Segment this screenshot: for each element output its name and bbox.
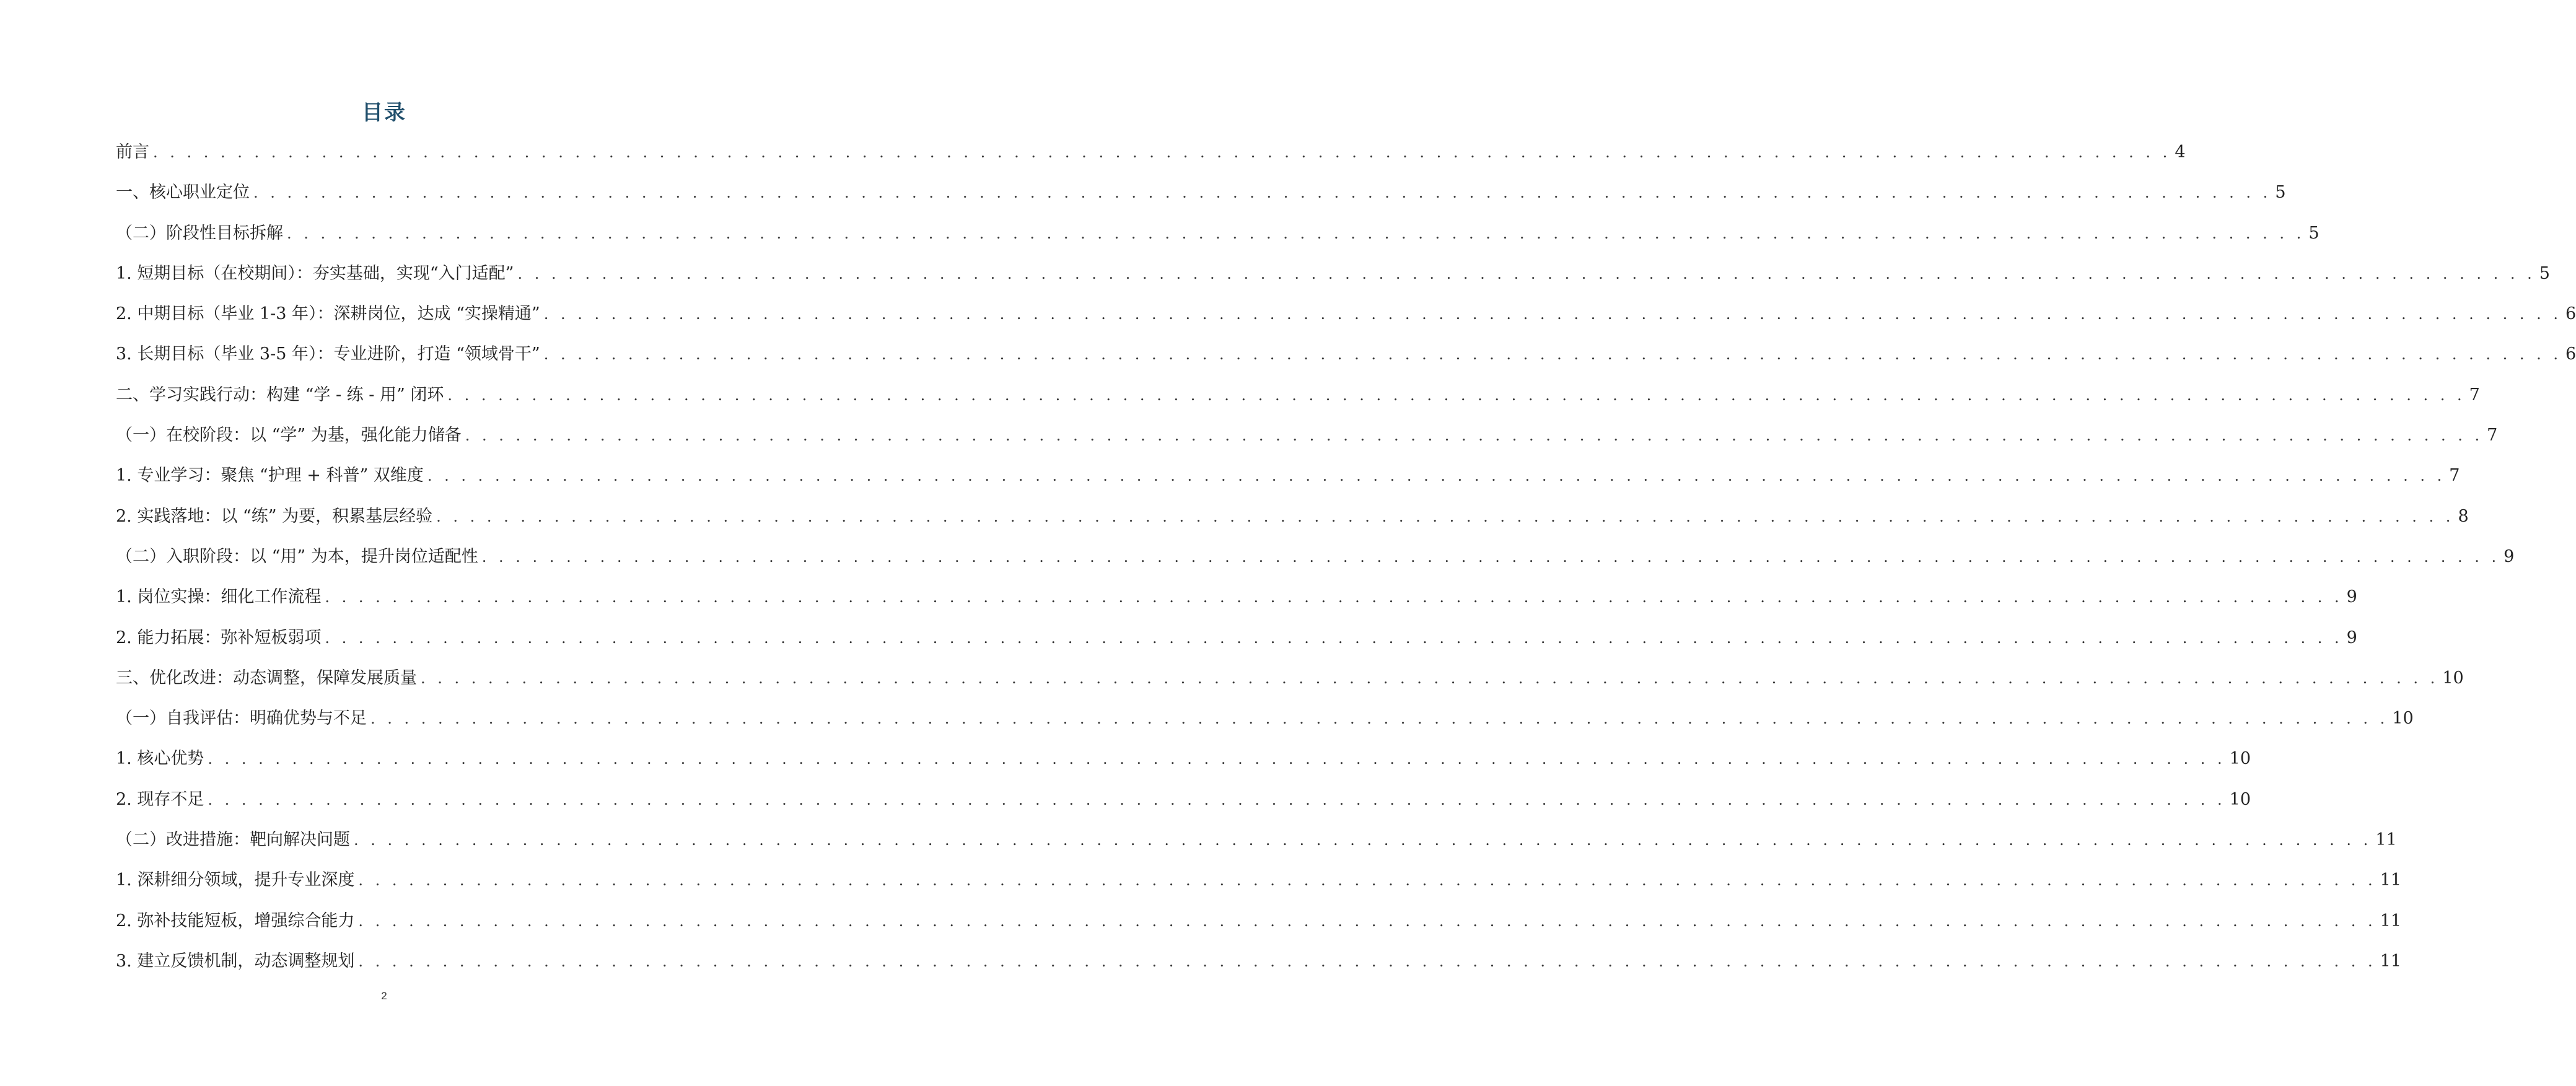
toc-entry[interactable]: [116, 868, 2402, 908]
toc-dot-leader: . . . . . . . . . . . . . . . . . . . . . . . . . . . . . . . . . . . . . . . . . . . . . . . . . . . . . . . . . . . . . . . . . . . . . . . . . . . . . . . . . . . . . . . . . . . . . . . . . . . . . . . . . . . . . . . . . . . . . . . .: [358, 912, 2377, 930]
toc-entry-page: 11: [2375, 830, 2397, 850]
toc-entry-title: 2. 能力拓展：弥补短板弱项: [116, 628, 322, 647]
toc-entry-page: 6: [2565, 304, 2576, 324]
toc-entry-page: 5: [2308, 223, 2320, 243]
toc-entry[interactable]: [116, 585, 2357, 625]
toc-entry-title: （一）在校阶段：以 “学” 为基，强化能力储备: [116, 426, 462, 445]
toc-entry[interactable]: [116, 626, 2357, 666]
table-of-contents: [116, 140, 2576, 989]
toc-entry[interactable]: [116, 261, 2550, 302]
toc-entry[interactable]: [116, 787, 2251, 828]
toc-entry[interactable]: [116, 180, 2286, 221]
toc-entry-page: 6: [2565, 344, 2576, 364]
toc-entry-title: 1. 短期目标（在校期间）：夯实基础，实现“入门适配”: [116, 263, 514, 283]
toc-entry-page: 9: [2346, 587, 2357, 607]
toc-dot-leader: . . . . . . . . . . . . . . . . . . . . . . . . . . . . . . . . . . . . . . . . . . . . . . . . . . . . . . . . . . . . . . . . . . . . . . . . . . . . . . . . . . . . . . . . . . . . . . . . . . . . . . . . . . . . . . . . . . . . . . . .: [358, 952, 2377, 970]
toc-dot-leader: . . . . . . . . . . . . . . . . . . . . . . . . . . . . . . . . . . . . . . . . . . . . . . . . . . . . . . . . . . . . . . . . . . . . . . . . . . . . . . . . . . . . . . . . . . . . . . . . . . . . . . . . . . . . . . . . . . . . . . . .: [465, 427, 2484, 445]
toc-entry-title: （二）入职阶段：以 “用” 为本，提升岗位适配性: [116, 546, 478, 566]
toc-dot-leader: . . . . . . . . . . . . . . . . . . . . . . . . . . . . . . . . . . . . . . . . . . . . . . . . . . . . . . . . . . . . . . . . . . . . . . . . . . . . . . . . . . . . . . . . . . . . . . . . . . . . . . . . . . . . . . . . . . . . . . . .: [447, 386, 2466, 404]
toc-entry-title: 2. 中期目标（毕业 1-3 年）：深耕岗位，达成 “实操精通”: [116, 304, 540, 324]
toc-entry-page: 4: [2175, 142, 2186, 162]
toc-dot-leader: . . . . . . . . . . . . . . . . . . . . . . . . . . . . . . . . . . . . . . . . . . . . . . . . . . . . . . . . . . . . . . . . . . . . . . . . . . . . . . . . . . . . . . . . . . . . . . . . . . . . . . . . . . . . . . . . . . . . . . . .: [325, 589, 2343, 606]
toc-entry-title: 前言: [116, 142, 149, 162]
toc-dot-leader: . . . . . . . . . . . . . . . . . . . . . . . . . . . . . . . . . . . . . . . . . . . . . . . . . . . . . . . . . . . . . . . . . . . . . . . . . . . . . . . . . . . . . . . . . . . . . . . . . . . . . . . . . . . . . . . . . . . . . . . .: [481, 548, 2500, 566]
toc-entry-page: 11: [2380, 911, 2402, 931]
toc-dot-leader: . . . . . . . . . . . . . . . . . . . . . . . . . . . . . . . . . . . . . . . . . . . . . . . . . . . . . . . . . . . . . . . . . . . . . . . . . . . . . . . . . . . . . . . . . . . . . . . . . . . . . . . . . . . . . . . . . . . . . . . .: [325, 629, 2343, 647]
toc-entry-page: 8: [2458, 506, 2469, 526]
toc-entry-page: 10: [2392, 709, 2414, 729]
toc-dot-leader: . . . . . . . . . . . . . . . . . . . . . . . . . . . . . . . . . . . . . . . . . . . . . . . . . . . . . . . . . . . . . . . . . . . . . . . . . . . . . . . . . . . . . . . . . . . . . . . . . . . . . . . . . . . . . . . . . . . . . . . .: [208, 790, 2226, 808]
toc-entry-page: 7: [2449, 466, 2460, 486]
toc-entry-title: 2. 现存不足: [116, 789, 204, 809]
toc-dot-leader: . . . . . . . . . . . . . . . . . . . . . . . . . . . . . . . . . . . . . . . . . . . . . . . . . . . . . . . . . . . . . . . . . . . . . . . . . . . . . . . . . . . . . . . . . . . . . . . . . . . . . . . . . . . . . . . . . . . . . . . .: [287, 224, 2305, 242]
page-title: 目录: [362, 100, 406, 125]
toc-dot-leader: . . . . . . . . . . . . . . . . . . . . . . . . . . . . . . . . . . . . . . . . . . . . . . . . . . . . . . . . . . . . . . . . . . . . . . . . . . . . . . . . . . . . . . . . . . . . . . . . . . . . . . . . . . . . . . . . . . . . . . . .: [421, 669, 2439, 687]
toc-entry-page: 7: [2469, 385, 2480, 405]
toc-dot-leader: . . . . . . . . . . . . . . . . . . . . . . . . . . . . . . . . . . . . . . . . . . . . . . . . . . . . . . . . . . . . . . . . . . . . . . . . . . . . . . . . . . . . . . . . . . . . . . . . . . . . . . . . . . . . . . . . . . . . . . . .: [436, 507, 2455, 525]
toc-entry[interactable]: [116, 545, 2515, 585]
toc-entry[interactable]: [116, 302, 2576, 342]
toc-dot-leader: . . . . . . . . . . . . . . . . . . . . . . . . . . . . . . . . . . . . . . . . . . . . . . . . . . . . . . . . . . . . . . . . . . . . . . . . . . . . . . . . . . . . . . . . . . . . . . . . . . . . . . . . . . . . . . . . . . . . . . . .: [253, 184, 2272, 202]
toc-entry[interactable]: [116, 909, 2402, 949]
toc-entry-page: 5: [2275, 183, 2286, 203]
toc-entry[interactable]: [116, 463, 2460, 504]
toc-entry-page: 10: [2229, 789, 2251, 809]
toc-entry[interactable]: [116, 747, 2251, 787]
toc-entry[interactable]: [116, 221, 2320, 261]
toc-entry-page: 7: [2487, 426, 2498, 445]
toc-entry-page: 9: [2504, 546, 2515, 566]
toc-entry-title: 2. 实践落地：以 “练” 为要，积累基层经验: [116, 506, 433, 526]
toc-entry-title: 2. 弥补技能短板，增强综合能力: [116, 911, 355, 931]
toc-entry-title: 1. 深耕细分领域，提升专业深度: [116, 870, 355, 890]
toc-entry-title: 二、学习实践行动：构建 “学 - 练 - 用” 闭环: [116, 385, 444, 405]
toc-entry-page: 9: [2346, 628, 2357, 647]
toc-dot-leader: . . . . . . . . . . . . . . . . . . . . . . . . . . . . . . . . . . . . . . . . . . . . . . . . . . . . . . . . . . . . . . . . . . . . . . . . . . . . . . . . . . . . . . . . . . . . . . . . . . . . . . . . . . . . . . . . . . . . . . . .: [358, 872, 2377, 890]
toc-entry[interactable]: [116, 342, 2576, 382]
toc-entry-title: 3. 长期目标（毕业 3-5 年）：专业进阶，打造 “领域骨干”: [116, 344, 540, 364]
toc-entry[interactable]: [116, 706, 2414, 747]
toc-entry[interactable]: [116, 949, 2402, 989]
toc-dot-leader: . . . . . . . . . . . . . . . . . . . . . . . . . . . . . . . . . . . . . . . . . . . . . . . . . . . . . . . . . . . . . . . . . . . . . . . . . . . . . . . . . . . . . . . . . . . . . . . . . . . . . . . . . . . . . . . . . . . . . . . .: [427, 467, 2446, 485]
toc-entry-title: （二）阶段性目标拆解: [116, 223, 283, 243]
toc-dot-leader: . . . . . . . . . . . . . . . . . . . . . . . . . . . . . . . . . . . . . . . . . . . . . . . . . . . . . . . . . . . . . . . . . . . . . . . . . . . . . . . . . . . . . . . . . . . . . . . . . . . . . . . . . . . . . . . . . . . . . . . .: [370, 710, 2389, 728]
toc-entry[interactable]: [116, 383, 2480, 423]
toc-entry-title: 3. 建立反馈机制，动态调整规划: [116, 951, 355, 971]
toc-entry-title: 一、核心职业定位: [116, 183, 250, 203]
toc-entry[interactable]: [116, 666, 2464, 706]
toc-dot-leader: . . . . . . . . . . . . . . . . . . . . . . . . . . . . . . . . . . . . . . . . . . . . . . . . . . . . . . . . . . . . . . . . . . . . . . . . . . . . . . . . . . . . . . . . . . . . . . . . . . . . . . . . . . . . . . . . . . . . . . . .: [543, 305, 2562, 323]
toc-entry-title: 1. 岗位实操：细化工作流程: [116, 587, 322, 607]
toc-entry[interactable]: [116, 140, 2186, 180]
toc-entry[interactable]: [116, 504, 2469, 545]
toc-dot-leader: . . . . . . . . . . . . . . . . . . . . . . . . . . . . . . . . . . . . . . . . . . . . . . . . . . . . . . . . . . . . . . . . . . . . . . . . . . . . . . . . . . . . . . . . . . . . . . . . . . . . . . . . . . . . . . . . . . . . . . . .: [208, 750, 2226, 768]
toc-entry-title: 三、优化改进：动态调整，保障发展质量: [116, 668, 417, 688]
toc-entry-page: 11: [2380, 951, 2402, 971]
toc-dot-leader: . . . . . . . . . . . . . . . . . . . . . . . . . . . . . . . . . . . . . . . . . . . . . . . . . . . . . . . . . . . . . . . . . . . . . . . . . . . . . . . . . . . . . . . . . . . . . . . . . . . . . . . . . . . . . . . . . . . . . . . .: [543, 346, 2562, 364]
toc-entry[interactable]: [116, 828, 2397, 868]
toc-entry-title: 1. 核心优势: [116, 749, 204, 769]
toc-entry-title: 1. 专业学习：聚焦 “护理 + 科普” 双维度: [116, 466, 424, 486]
toc-dot-leader: . . . . . . . . . . . . . . . . . . . . . . . . . . . . . . . . . . . . . . . . . . . . . . . . . . . . . . . . . . . . . . . . . . . . . . . . . . . . . . . . . . . . . . . . . . . . . . . . . . . . . . . . . . . . . . . . . . . . . . . .: [153, 144, 2171, 161]
toc-entry[interactable]: [116, 423, 2498, 463]
page-number: 2: [381, 990, 387, 1002]
toc-dot-leader: . . . . . . . . . . . . . . . . . . . . . . . . . . . . . . . . . . . . . . . . . . . . . . . . . . . . . . . . . . . . . . . . . . . . . . . . . . . . . . . . . . . . . . . . . . . . . . . . . . . . . . . . . . . . . . . . . . . . . . . .: [354, 831, 2372, 849]
toc-entry-title: （一）自我评估：明确优势与不足: [116, 709, 367, 729]
toc-entry-page: 10: [2442, 668, 2464, 688]
toc-entry-page: 10: [2229, 749, 2251, 769]
toc-entry-page: 5: [2539, 263, 2550, 283]
toc-dot-leader: . . . . . . . . . . . . . . . . . . . . . . . . . . . . . . . . . . . . . . . . . . . . . . . . . . . . . . . . . . . . . . . . . . . . . . . . . . . . . . . . . . . . . . . . . . . . . . . . . . . . . . . . . . . . . . . . . . . . . . . .: [517, 265, 2536, 282]
toc-entry-title: （二）改进措施：靶向解决问题: [116, 830, 350, 850]
toc-entry-page: 11: [2380, 870, 2402, 890]
